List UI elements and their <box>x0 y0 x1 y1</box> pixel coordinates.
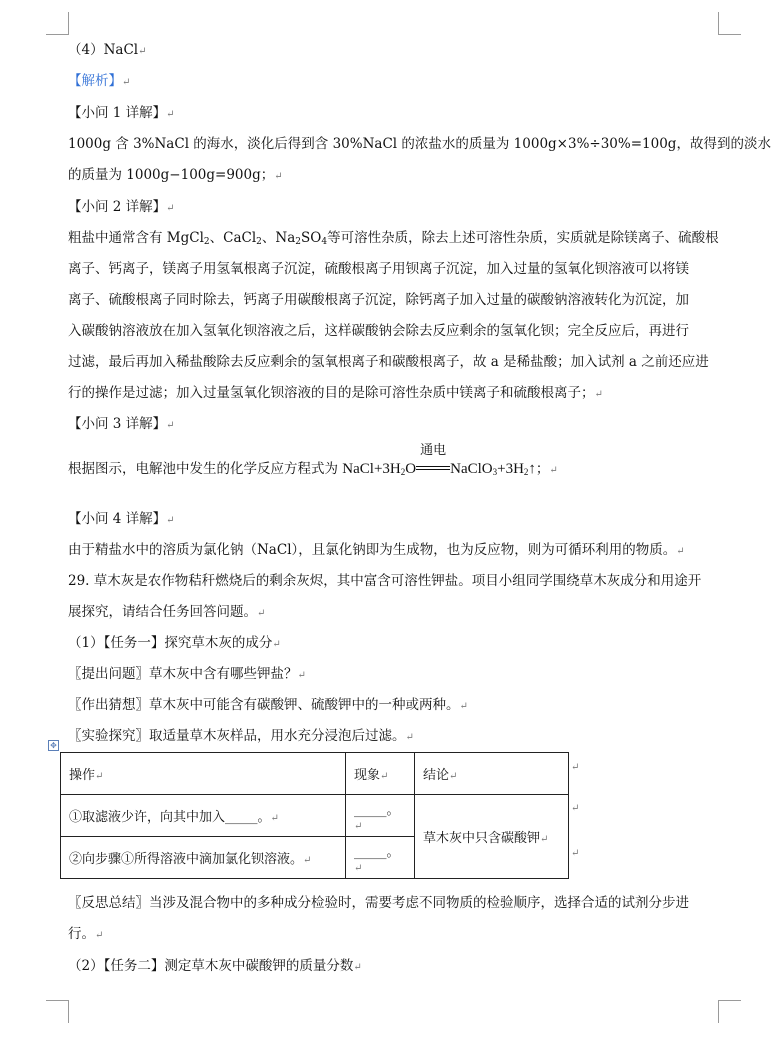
problem-29-line: 展探究，请结合任务回答问题。↵ <box>68 604 266 620</box>
table-header-cell: 操作↵ <box>61 753 346 795</box>
q2-text-line: 离子、钙离子，镁离子用氢氧根离子沉淀，硫酸根离子用钡离子沉淀，加入过量的氢氧化钡溶液可以将镁 <box>68 261 689 277</box>
paragraph-mark-icon: ↵ <box>166 203 175 214</box>
q2-text-line: 过滤，最后再加入稀盐酸除去反应剩余的氢氧根离子和碳酸根离子，故 a 是稀盐酸；加入试剂 a 之前还应进 <box>68 354 709 370</box>
page-corner-mark <box>46 1000 69 1023</box>
q3-equation-line: 根据图示，电解池中发生的化学反应方程式为 $NaCl+3H_2O$ 通电 $NaClO_3+3H_2↑$；↵ <box>68 443 558 477</box>
q2-text-line: 行的操作是过滤；加入过量氢氧化钡溶液的目的是除可溶性杂质中镁离子和硫酸根离子；↵ <box>68 385 603 401</box>
q1-text-line: 的质量为 1000g−100g=900g；↵ <box>68 167 283 183</box>
q4-title: 【小问 4 详解】↵ <box>68 511 175 527</box>
paragraph-mark-icon: ↵ <box>122 77 131 88</box>
table-move-handle-icon[interactable]: ✥ <box>48 740 59 751</box>
q2-title: 【小问 2 详解】↵ <box>68 199 175 215</box>
hypothesis: 〖作出猜想〗草木灰中可能含有碳酸钾、硫酸钾中的一种或两种。↵ <box>68 697 468 713</box>
table-cell: _____。↵ <box>346 837 415 879</box>
q3-title: 【小问 3 详解】↵ <box>68 416 175 432</box>
row-end-mark-icon: ↵ <box>571 803 580 814</box>
q4-text: 由于精盐水中的溶质为氯化钠（NaCl），且氯化钠即为生成物，也为反应物，则为可循环利用的物质。↵ <box>68 542 685 558</box>
q2-text-line: 离子、硫酸根离子同时除去，钙离子用碳酸根离子沉淀，除钙离子加入过量的碳酸钠溶液转化为沉淀，加 <box>68 292 689 308</box>
q1-text-line: 1000g 含 3%NaCl 的海水，淡化后得到含 30%NaCl 的浓盐水的质量为 1000g×3%÷30%=100g，故得到的淡水 <box>68 136 771 152</box>
answer-item: （4）NaCl↵ <box>68 42 147 58</box>
paragraph-mark-icon: ↵ <box>297 670 306 681</box>
q1-title: 【小问 1 详解】↵ <box>68 105 175 121</box>
paragraph-mark-icon: ↵ <box>274 171 283 182</box>
experiment-table <box>60 752 569 879</box>
paragraph-mark-icon: ↵ <box>594 389 603 400</box>
page-corner-mark <box>46 12 69 35</box>
table-row <box>61 795 569 837</box>
paragraph-mark-icon: ↵ <box>405 732 414 743</box>
table-cell: _____。↵ <box>346 795 415 837</box>
q2-text-line: 入碳酸钠溶液放在加入氢氧化钡溶液之后，这样碳酸钠会除去反应剩余的氢氧化钡；完全反应后，再进行 <box>68 323 689 339</box>
page-corner-mark <box>718 1000 741 1023</box>
chemical-equation: $NaCl+3H_2O$ 通电 $NaClO_3+3H_2↑$ <box>342 443 536 477</box>
task1-heading: （1）【任务一】探究草木灰的成分↵ <box>68 635 281 651</box>
page-corner-mark <box>718 12 741 35</box>
paragraph-mark-icon: ↵ <box>166 109 175 120</box>
table-row <box>61 753 569 795</box>
ask-question: 〖提出问题〗草木灰中含有哪些钾盐？↵ <box>68 666 306 682</box>
paragraph-mark-icon: ↵ <box>95 930 104 941</box>
paragraph-mark-icon: ↵ <box>353 962 362 973</box>
table-cell: ①取滤液少许，向其中加入_____。↵ <box>61 795 346 837</box>
q2-text-line: 粗盐中通常含有 MgCl$_2$、CaCl$_2$、$Na_2SO_4$等可溶性杂质，除去上述可溶性杂质，实质就是除镁离子、硫酸根 <box>68 230 719 247</box>
paragraph-mark-icon: ↵ <box>676 546 685 557</box>
paragraph-mark-icon: ↵ <box>166 420 175 431</box>
table-cell: ②向步骤①所得溶液中滴加氯化钡溶液。↵ <box>61 837 346 879</box>
row-end-mark-icon: ↵ <box>571 848 580 859</box>
paragraph-mark-icon: ↵ <box>257 608 266 619</box>
table-header-cell: 结论↵ <box>415 753 569 795</box>
paragraph-mark-icon: ↵ <box>272 639 281 650</box>
table-header-cell: 现象↵ <box>346 753 415 795</box>
task2-heading: （2）【任务二】测定草木灰中碳酸钾的质量分数↵ <box>68 958 362 974</box>
reflection-line: 〖反思总结〗当涉及混合物中的多种成分检验时，需要考虑不同物质的检验顺序，选择合适的试剂分步进 <box>68 895 689 911</box>
row-end-mark-icon: ↵ <box>571 762 580 773</box>
reflection-line: 行。↵ <box>68 926 104 942</box>
paragraph-mark-icon: ↵ <box>166 515 175 526</box>
paragraph-mark-icon: ↵ <box>549 465 558 476</box>
problem-29-line: 29. 草木灰是农作物秸秆燃烧后的剩余灰烬，其中富含可溶性钾盐。项目小组同学围绕草木灰成分和用途开 <box>68 573 702 589</box>
table-cell-conclusion: 草木灰中只含碳酸钾↵ <box>415 795 569 879</box>
paragraph-mark-icon: ↵ <box>459 701 468 712</box>
experiment-intro: 〖实验探究〗取适量草木灰样品，用水充分浸泡后过滤。↵ <box>68 728 414 744</box>
analysis-heading: 【解析】↵ <box>68 73 131 89</box>
paragraph-mark-icon: ↵ <box>138 46 147 57</box>
